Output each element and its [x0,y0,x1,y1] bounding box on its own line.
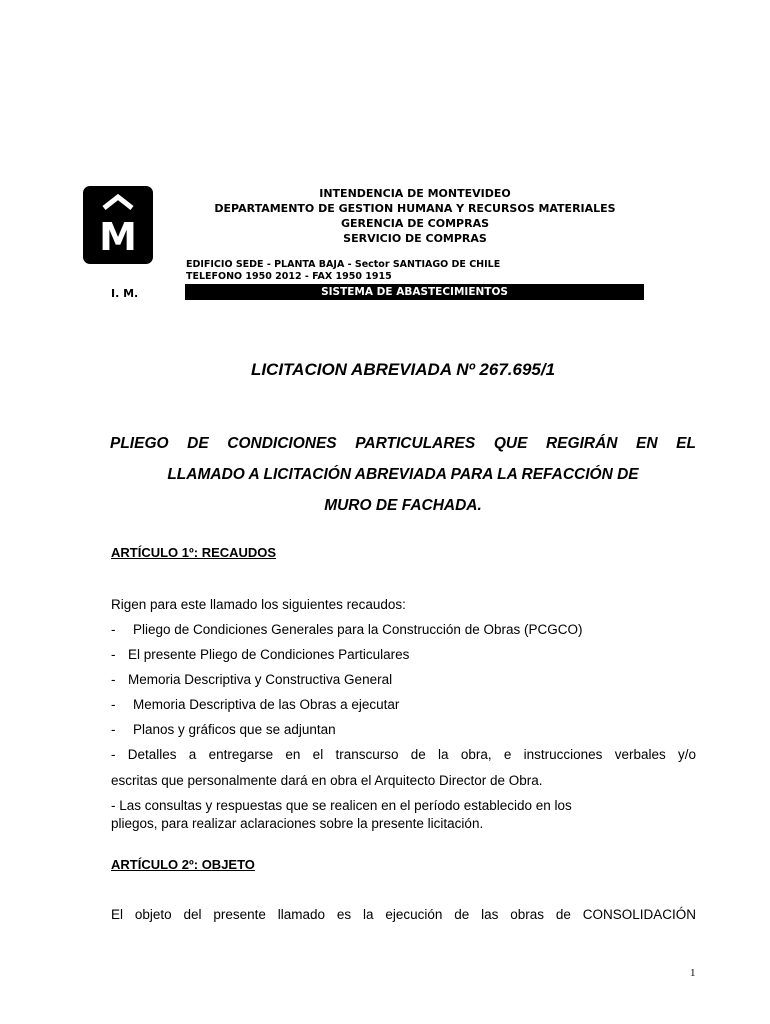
list-item [111,672,392,687]
list-dash: - [111,697,116,712]
org-line: SERVICIO DE COMPRAS [343,232,487,245]
consult-line: pliegos, para realizar aclaraciones sobre la presente licitación. [111,816,484,831]
logo-letter: M [99,215,137,259]
list-dash: - [111,647,116,662]
list-item [111,647,409,662]
article-1-heading: ARTÍCULO 1º: RECAUDOS [111,545,277,560]
list-item-text: Planos y gráficos que se adjuntan [133,722,336,737]
im-logo [83,186,153,264]
document-subtitle [110,428,696,521]
subtitle-line: PLIEGO DE CONDICIONES PARTICULARES QUE REGIRÁN EN EL [110,435,696,452]
article-2-text: El objeto del presente llamado es la ejecución de las obras de CONSOLIDACIÓN [111,907,696,922]
org-line: DEPARTAMENTO DE GESTION HUMANA Y RECURSOS MATERIALES [214,202,616,215]
list-item [111,622,582,637]
list-item [111,697,399,712]
org-line: INTENDENCIA DE MONTEVIDEO [319,187,511,200]
system-bar: SISTEMA DE ABASTECIMIENTOS [185,284,644,300]
logo-caption: I. M. [111,287,139,300]
article-1-intro: Rigen para este llamado los siguientes recaudos: [111,597,406,612]
article-2-heading: ARTÍCULO 2º: OBJETO [111,857,255,872]
list-dash: - [111,722,116,737]
details-line: escritas que personalmente dará en obra el Arquitecto Director de Obra. [111,773,543,788]
org-line: GERENCIA DE COMPRAS [340,217,490,230]
address-block [186,259,500,283]
document-title: LICITACION ABREVIADA Nº 267.695/1 [250,360,556,379]
list-item-text: Memoria Descriptiva de las Obras a ejecutar [133,697,400,712]
address-line: EDIFICIO SEDE - PLANTA BAJA - Sector SANTIAGO DE CHILE [186,259,501,270]
list-item-text: Pliego de Condiciones Generales para la Construcción de Obras (PCGCO) [133,622,583,637]
list-item-text: Memoria Descriptiva y Constructiva General [128,672,393,687]
organization-header [185,186,645,246]
page-number: 1 [690,967,696,979]
subtitle-line: LLAMADO A LICITACIÓN ABREVIADA PARA LA REFACCIÓN DE [167,466,639,483]
list-dash: - [111,622,116,637]
phone-line: TELEFONO 1950 2012 - FAX 1950 1915 [186,271,392,282]
subtitle-line: MURO DE FACHADA. [324,497,482,514]
consult-line: - Las consultas y respuestas que se realicen en el período establecido en los [111,798,572,813]
details-line: - Detalles a entregarse en el transcurso de la obra, e instrucciones verbales y/o [111,747,696,762]
logo-mark-icon [83,186,153,264]
list-dash: - [111,672,116,687]
list-item [111,722,336,737]
list-item-text: El presente Pliego de Condiciones Particulares [128,647,410,662]
